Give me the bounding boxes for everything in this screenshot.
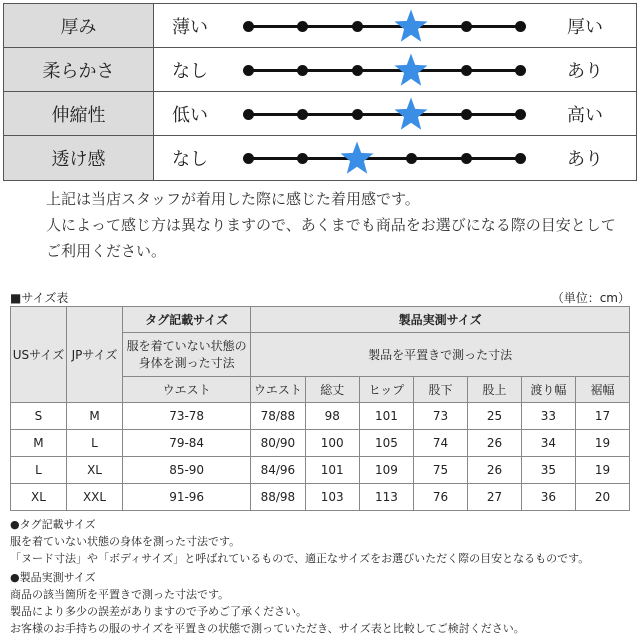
- cell-waist: 80/90: [251, 430, 305, 457]
- scale-dot: [243, 21, 254, 32]
- footnote-actual-line-2: 製品により多少の誤差がありますので予めご了承ください。: [10, 605, 307, 618]
- note-line-1: 上記は当店スタッフが着用した際に感じた着用感です。: [46, 190, 420, 208]
- feel-scale: [234, 92, 534, 135]
- cell-thigh: 34: [521, 430, 575, 457]
- cell-hem: 19: [575, 430, 629, 457]
- size-table-title: ■サイズ表: [10, 291, 69, 305]
- table-row: [11, 484, 630, 511]
- cell-inseam: 76: [414, 484, 468, 511]
- scale-dot: [297, 65, 308, 76]
- feel-row: [4, 4, 636, 48]
- cell-tag-waist: 91-96: [123, 484, 251, 511]
- tag-size-header: タグ記載サイズ: [123, 307, 251, 333]
- col-waist: ウエスト: [251, 377, 305, 403]
- cell-length: 98: [305, 403, 359, 430]
- cell-length: 100: [305, 430, 359, 457]
- feel-table: [3, 3, 637, 181]
- feel-right-label: あり: [567, 149, 603, 170]
- star-icon: [393, 8, 429, 44]
- star-icon: [393, 52, 429, 88]
- note-line-2: 人によって感じ方は異なりますので、あくまでも商品をお選びになる際の目安として: [46, 216, 616, 234]
- cell-hem: 17: [575, 403, 629, 430]
- cell-rise: 25: [467, 403, 521, 430]
- cell-rise: 26: [467, 457, 521, 484]
- scale-dot: [515, 21, 526, 32]
- footnote-actual-line-3: お客様のお手持ちの服のサイズを平置きの状態で測っていただき、サイズ表と比較してご検討ください。: [10, 622, 525, 635]
- scale-line: [248, 113, 520, 116]
- cell-us: S: [11, 403, 67, 430]
- scale-dot: [461, 153, 472, 164]
- scale-dot: [297, 21, 308, 32]
- cell-inseam: 75: [414, 457, 468, 484]
- cell-tag-waist: 73-78: [123, 403, 251, 430]
- cell-inseam: 74: [414, 430, 468, 457]
- feel-left-label: 低い: [172, 104, 208, 126]
- footnote-tag-title: ●タグ記載サイズ: [10, 518, 96, 531]
- cell-jp: XL: [66, 457, 122, 484]
- size-table: [10, 306, 630, 511]
- cell-hip: 109: [359, 457, 413, 484]
- scale-line: [248, 69, 520, 72]
- scale-dot: [297, 153, 308, 164]
- scale-dot: [243, 109, 254, 120]
- scale-dot: [352, 65, 363, 76]
- scale-dot: [515, 109, 526, 120]
- col-tag-waist: ウエスト: [123, 377, 251, 403]
- cell-length: 103: [305, 484, 359, 511]
- footnote-tag-line-1: 服を着ていない状態の身体を測った寸法です。: [10, 535, 241, 548]
- feel-right-label: あり: [567, 60, 603, 82]
- cell-waist: 84/96: [251, 457, 305, 484]
- feel-left-label: なし: [172, 149, 208, 170]
- cell-waist: 78/88: [251, 403, 305, 430]
- feel-row: [4, 136, 636, 180]
- cell-rise: 26: [467, 430, 521, 457]
- cell-tag-waist: 85-90: [123, 457, 251, 484]
- scale-dot: [352, 109, 363, 120]
- feel-scale: [234, 136, 534, 180]
- feel-right-label: 厚い: [567, 16, 603, 38]
- cell-hip: 105: [359, 430, 413, 457]
- cell-length: 101: [305, 457, 359, 484]
- note-line-3: ご利用ください。: [46, 242, 167, 260]
- cell-thigh: 36: [521, 484, 575, 511]
- scale-dot: [515, 153, 526, 164]
- scale-dot: [461, 21, 472, 32]
- feel-left-label: なし: [172, 60, 208, 82]
- cell-us: XL: [11, 484, 67, 511]
- cell-hip: 101: [359, 403, 413, 430]
- col-inseam: 股下: [414, 377, 468, 403]
- cell-us: L: [11, 457, 67, 484]
- unit-label: （単位：cm）: [551, 291, 630, 305]
- footnote-actual-line-1: 商品の該当箇所を平置きで測った寸法です。: [10, 588, 230, 601]
- footnote-tag-line-2: 「ヌード寸法」や「ボディサイズ」と呼ばれているもので、適正なサイズをお選びいただく際の目安となるものです。: [10, 552, 590, 565]
- scale-dot: [461, 109, 472, 120]
- cell-tag-waist: 79-84: [123, 430, 251, 457]
- tag-size-desc: 服を着ていない状態の身体を測った寸法: [123, 333, 251, 377]
- col-thigh: 渡り幅: [521, 377, 575, 403]
- feel-scale: [234, 48, 534, 91]
- star-icon: [339, 140, 375, 176]
- star-icon: [393, 96, 429, 132]
- cell-waist: 88/98: [251, 484, 305, 511]
- feel-left-label: 薄い: [172, 16, 208, 38]
- col-us-size: USサイズ: [11, 307, 67, 403]
- actual-size-header: 製品実測サイズ: [251, 307, 630, 333]
- feel-row: [4, 48, 636, 92]
- cell-jp: M: [66, 403, 122, 430]
- scale-dot: [461, 65, 472, 76]
- cell-hem: 20: [575, 484, 629, 511]
- scale-dot: [297, 109, 308, 120]
- feel-scale: [234, 4, 534, 47]
- cell-us: M: [11, 430, 67, 457]
- col-hip: ヒップ: [359, 377, 413, 403]
- cell-thigh: 35: [521, 457, 575, 484]
- table-row: [11, 403, 630, 430]
- scale-line: [248, 25, 520, 28]
- cell-inseam: 73: [414, 403, 468, 430]
- feel-label: 伸縮性: [4, 92, 154, 135]
- cell-jp: XXL: [66, 484, 122, 511]
- scale-dot: [352, 21, 363, 32]
- table-row: [11, 457, 630, 484]
- scale-dot: [406, 153, 417, 164]
- cell-jp: L: [66, 430, 122, 457]
- col-hem: 裾幅: [575, 377, 629, 403]
- actual-size-desc: 製品を平置きで測った寸法: [251, 333, 630, 377]
- feel-label: 厚み: [4, 4, 154, 47]
- col-length: 総丈: [305, 377, 359, 403]
- scale-dot: [243, 65, 254, 76]
- col-jp-size: JPサイズ: [66, 307, 122, 403]
- cell-thigh: 33: [521, 403, 575, 430]
- feel-right-label: 高い: [567, 104, 603, 126]
- feel-row: [4, 92, 636, 136]
- col-rise: 股上: [467, 377, 521, 403]
- cell-hip: 113: [359, 484, 413, 511]
- table-row: [11, 430, 630, 457]
- feel-label: 透け感: [4, 136, 154, 180]
- footnote-actual-title: ●製品実測サイズ: [10, 571, 96, 584]
- feel-label: 柔らかさ: [4, 48, 154, 91]
- cell-hem: 19: [575, 457, 629, 484]
- scale-dot: [515, 65, 526, 76]
- scale-dot: [243, 153, 254, 164]
- scale-line: [248, 157, 520, 160]
- cell-rise: 27: [467, 484, 521, 511]
